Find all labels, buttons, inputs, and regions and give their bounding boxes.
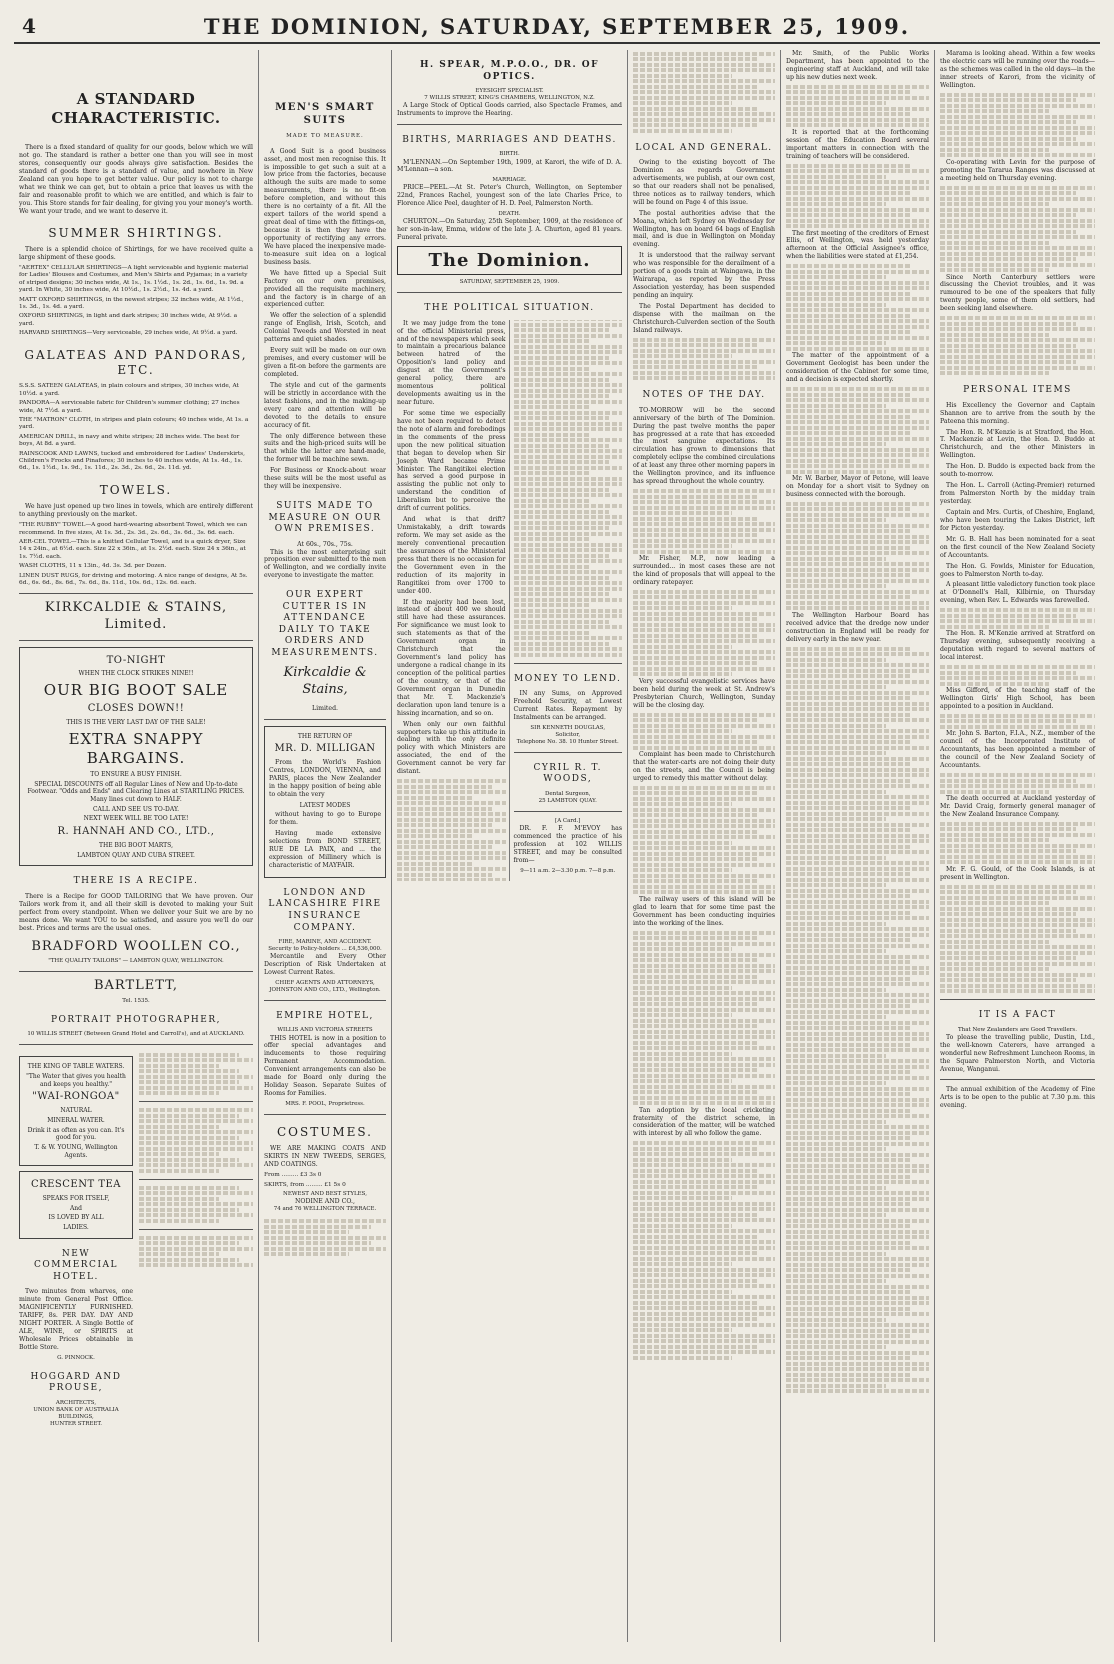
insurer-agents: CHIEF AGENTS AND ATTORNEYS, JOHNSTON AND CO., LTD., Wellington. [269, 979, 381, 993]
column-4 [627, 50, 780, 1642]
costumes-address: 74 and 76 WELLINGTON TERRACE. [273, 1206, 377, 1212]
local-para: It is understood that the railway servant who was responsible for the derailment of a portion of a goods train at Waingawa, in the Wairarapa, as reported by the Press Association yesterday, has been suspended pending an inquiry. [633, 252, 775, 300]
col1-lower-ads [19, 1051, 253, 1434]
costumes-latest: NEWEST AND BEST STYLES, [283, 1191, 367, 1198]
column-1 [14, 50, 258, 1642]
loan-body: IN any Sums, on Approved Freehold Security, at Lowest Current Rates. Repayment by Instalments can be arranged. [513, 690, 622, 721]
suits-para: We offer the selection of a splendid range of English, Irish, Scotch, and Colonial Tweeds and Worsted in neat patterns and quiet shades. [264, 312, 386, 344]
standard-intro: There is a fixed standard of quality for our goods, below which we will not go. The standard is rather a better one than you will see in most stores, consequently our goods always give satisfaction. Besides the standard of goods there is a standard of value, and nowhere in New Zealand can you hope to get better value. Our policy is not to charge what we think we can get, but to obtain a price that leaves us with the fair and reasonable profit to which we are entitled, and which is fair to you. This Store stands for fair dealing, for giving you your money's worth. We want your trade, and we want to deserve it. [19, 144, 253, 215]
hoggard-l1: ARCHITECTS, [55, 1399, 97, 1406]
mevoy-ad [514, 818, 623, 875]
local-para: Mr. Smith, of the Public Works Department, has been appointed to the engineering staff at Auckland, and will take up his new duties next week. [786, 50, 929, 81]
suits-para: We have fitted up a Special Suit Factory on our own premises, provided all the requisite machinery, and the factory is in charge of an experienced cutter. [264, 269, 386, 309]
local-para: It is reported that at the forthcoming session of the Education Board several important matters in connection with the training of teachers will be considered. [786, 128, 929, 160]
personal-item: The Hon. R. M'Kenzie arrived at Stratford on Thursday evening, subsequently receiving a deputation with regard to several matters of local interest. [940, 630, 1095, 662]
right-lower [139, 1051, 253, 1434]
sale-details: SPECIAL DISCOUNTS off all Regular Lines of New and Up-to-date Footwear. "Odds and Ends" and Clearing Lines at STARTLING PRICES. Many lines cut down to HALF. [27, 780, 245, 804]
loan-name: SIR KENNETH DOUGLAS, [530, 724, 606, 731]
personal-item: Mr. F. G. Gould, of the Cook Islands, is at present in Wellington. [940, 865, 1095, 881]
towels-head: TOWELS. [99, 482, 173, 497]
loan-role: Solicitor, [555, 731, 581, 738]
sale-last-day: THIS IS THE VERY LAST DAY OF THE SALE! [66, 719, 206, 727]
towels-intro: We have just opened up two lines in towels, which are entirely different to anything previously on the market. [19, 503, 253, 519]
newspaper-page [14, 10, 1100, 1650]
insurer-body: Mercantile and Every Other Description of Risk Undertaken at Lowest Current Rates. [264, 953, 386, 976]
page-number: 4 [22, 14, 36, 38]
shirting-item: MATT OXFORD SHIRTINGS, in the newest stripes; 32 inches wide, At 1½d., 1s. 3d., 1s. 4d. a yard. [19, 296, 244, 311]
notes-para: Very successful evangelistic services have been held during the week at St. Andrew's Presbyterian Church, Wellington, Sunday will be the closing day. [633, 677, 775, 709]
editorial-body [397, 320, 622, 881]
sale-location: LAMBTON QUAY AND CUBA STREET. [77, 851, 195, 859]
insurer-name: LONDON AND LANCASHIRE FIRE INSURANCE COMPANY. [268, 887, 382, 933]
bartlett-title: PORTRAIT PHOTOGRAPHER, [51, 1014, 221, 1025]
personal-item: His Excellency the Governor and Captain Shannon are to arrive from the south by the Pateena this morning. [940, 401, 1095, 425]
woods-role: Dental Surgeon, [544, 790, 591, 797]
marriage-label: MARRIAGE. [492, 177, 527, 184]
editorial-para: When only our own faithful supporters take up this attitude in dealing with the only definite policy with which Ministers are associated, the end of the Government cannot be very far distant. [397, 720, 506, 776]
spear-address: 7 WILLIS STREET, KING'S CHAMBERS, WELLINGTON, N.Z. [424, 95, 595, 102]
death-label: DEATH. [498, 211, 521, 218]
loan-head: MONEY TO LEND. [514, 673, 622, 684]
sale-ensure: TO ENSURE A BUSY FINISH. [90, 771, 182, 779]
bdm-head: BIRTHS, MARRIAGES AND DEATHS. [402, 134, 617, 145]
costumes-from: From ......... £3 3s 0 [264, 1172, 322, 1179]
water-natural: NATURAL [60, 1107, 92, 1115]
suits-firm: Kirkcaldie & Stains, [283, 665, 367, 698]
fact-end: The annual exhibition of the Academy of Fine Arts is to be open to the public at 7.30 p.m. this evening. [940, 1086, 1095, 1110]
sale-call: CALL AND SEE US TO-DAY. [92, 805, 180, 813]
c6-para: Since North Canterbury settlers were discussing the Cheviot troubles, and it was rumoured to be one of the speakers that fully twenty people, some of them old settlers, had been seeking land elsewhere. [940, 273, 1095, 313]
suits-cutter: OUR EXPERT CUTTER IS IN ATTENDANCE DAILY TO TAKE ORDERS AND MEASUREMENTS. [271, 590, 379, 658]
recipe-firm: BRADFORD WOOLLEN CO., [31, 938, 241, 954]
personal-items-head: PERSONAL ITEMS [963, 385, 1072, 396]
editorial-para: It we may judge from the tone of the official Ministerial press, and of the newspapers which seek to maintain a precarious balance between hatred of the Opposition's land policy and disgust at the Government's general policy, there are momentous political developments awaiting us in the near future. [397, 319, 506, 407]
recipe-address: "THE QUALITY TAILORS" — LAMBTON QUAY, WELLINGTON. [48, 958, 224, 965]
insurer-sub: FIRE, MARINE, AND ACCIDENT. [278, 939, 372, 946]
dominion-nameplate: The Dominion. [397, 246, 622, 275]
local-para: The Wellington Harbour Board has received advice that the dredge now under construction in England will be ready for delivery early in the new year. [786, 611, 929, 643]
milligan-body2: without having to go to Europe for them. [269, 811, 381, 827]
local-para: The postal authorities advise that the Moana, which left Sydney on Wednesday for Wellington, has on board 64 bags of English mail, and is due in Wellington on Monday evening. [633, 209, 775, 249]
local-para: Mr. W. Barber, Mayor of Petone, will leave on Monday for a short visit to Sydney on business connected with the borough. [786, 475, 929, 498]
suits-para: The style and cut of the garments will be strictly in accordance with the latest fashions, and in the making-up every care and attention will be devoted to the details to ensure accuracy of fit. [264, 381, 386, 429]
sale-firm: R. HANNAH AND CO., LTD., [57, 826, 215, 838]
personal-item: The Hon. G. Fowlds, Minister for Education, goes to Palmerston North to-day. [940, 562, 1095, 578]
recipe-body: There is a Recipe for GOOD TAILORING that We have proven. Our Tailors work from it, and all their skill is devoted to making your Suit perfect from every standpoint. When we deliver your Suit we are by no means done. We want YOU to be satisfied, and assure you we'll do our best. Prices and terms are the usual ones. [19, 892, 253, 932]
mevoy-body: DR. F. F. M'EVOY has commenced the practice of his profession at 102 WILLIS STREET, and may be consulted from— [513, 825, 622, 864]
mens-suits-sub: MADE TO MEASURE. [286, 132, 364, 139]
shirting-item: OXFORD SHIRTINGS, in light and dark stripes; 30 inches wide, At 9½d. a yard. [19, 313, 238, 327]
column-6 [934, 50, 1100, 1642]
water-sub: "The Water that gives you health and keeps you healthy." [26, 1073, 126, 1088]
towel-item: "THE RUBBY" TOWEL—A good hard-wearing absorbent Towel, which we can recommend. In five sizes, At 1s. 3d., 2s. 3d., 2s. 6d., 3s. 6d., 3s. 6d. each. [19, 522, 248, 536]
hotel-body: Two minutes from wharves, one minute from General Post Office. MAGNIFICENTLY FURNISHED. TARIFF, 8s. PER DAY. DAY AND NIGHT PORTER. A Single Bottle of ALE, WINE, or SPIRITS at Wholesale Prices obtainable in Bottle Store. [19, 1288, 133, 1351]
towel-item: LINEN DUST RUGS, for driving and motoring. A nice range of designs, At 5s. 6d., 6s. 6d., 8s. 6d., 7s. 6d., 8s. 11d., 10s. 6d., 12s. 6d. each. [19, 572, 248, 586]
galatea-item: S.S.S. SATEEN GALATEAS, in plain colours and stripes, 30 inches wide, At 10½d. a yard. [19, 383, 239, 397]
left-lower [19, 1051, 133, 1434]
milligan-return: THE RETURN OF [297, 732, 353, 740]
costumes-body: WE ARE MAKING COATS AND SKIRTS IN NEW TWEEDS, SERGES, AND COATINGS. [264, 1145, 386, 1169]
notes-para: TO-MORROW will be the second anniversary of the birth of The Dominion. During the past twelve months the paper has progressed at a rate that has exceeded the most sanguine expectations. Its circulation has grown to dimensions that completely eclipse the combined circulations of at least any three other morning papers in the Wellington province, and its influence has spread throughout the whole country. [633, 406, 775, 486]
hoggard-name: HOGGARD AND PROUSE, [30, 1371, 122, 1394]
suits-para: A Good Suit is a good business asset, and most men recognise this. It is impossible to get such a suit at a low price from the factories, because although the suits are made to some measurements, there is no fit-on before completion, and without this there is no certainty of a fit. All the expert tailors of the world spend a great deal of time with the fittings-on, because it is then they have the opportunity of rectifying any errors. We have placed the inexpensive made-to-measure suit idea on a logical business basis. [264, 147, 386, 266]
suits-para: Every suit will be made on our own premises, and every customer will be given a fit-on before the garments are completed. [264, 347, 386, 378]
death-notice: CHURTON.—On Saturday, 25th September, 1909, at the residence of her son-in-law, Emma, widow of the late J. A. Churton, aged 81 years. Funeral private. [397, 218, 622, 242]
sale-next-week: NEXT WEEK WILL BE TOO LATE! [83, 815, 189, 823]
local-para: Owing to the existing boycott of The Dominion as regards Government advertisements, we publish, at our own cost, so that our readers shall not be penalised, three notices as to railway tenders, which will be found on Page 4 of this issue. [633, 159, 775, 206]
birth-label: BIRTH. [499, 151, 520, 158]
empire-streets: WILLIS AND VICTORIA STREETS [277, 1027, 373, 1034]
commercial-hotel-ad [19, 1249, 133, 1362]
empire-hotel-ad [264, 1011, 386, 1108]
water-mineral: MINERAL WATER. [47, 1116, 105, 1124]
local-para: The first meeting of the creditors of Ernest Ellis, of Wellington, was held yesterday afternoon at the Official Assignee's office, when the liabilities were stated at £1,254. [786, 229, 929, 261]
marriage-notice: PRICE—PEEL.—At St. Peter's Church, Wellington, on September 22nd, Frances Rachel, youngest son of the late Charles Price, to Florence Alice Peel, daughter of H. D. Peel, Palmerston North. [397, 184, 622, 208]
mens-suits-head: MEN'S SMART SUITS [275, 102, 375, 126]
money-to-lend-ad [514, 674, 623, 746]
wai-rongoa-ad [19, 1056, 133, 1166]
milligan-models: LATEST MODES [299, 801, 351, 809]
hoggard-l2: UNION BANK OF AUSTRALIA BUILDINGS, [33, 1406, 119, 1420]
bartlett-tel: Tel. 1535. [122, 997, 150, 1004]
sale-bargains: EXTRA SNAPPY BARGAINS. [68, 729, 204, 767]
tea-name: CRESCENT TEA [30, 1179, 122, 1191]
fact-body: To please the travelling public, Dustin, Ltd., the well-known Caterers, have arranged a wonderful new Refreshment Luncheon Rooms, in the Square Palmerston North, and Victoria Avenue, Wanganui. [940, 1033, 1095, 1073]
personal-item: The Hon. D. Buddo is expected back from the south to-morrow. [940, 463, 1095, 479]
newspaper-title: THE DOMINION, SATURDAY, SEPTEMBER 25, 1909. [203, 14, 911, 39]
bartlett-name: BARTLETT, [93, 978, 179, 994]
sale-mart: THE BIG BOOT MARTS, [99, 841, 173, 849]
hotel-prop: G. PINNOCK. [57, 1354, 95, 1361]
notes-para: Tan adoption by the local cricketing fraternity of the district scheme, in consideration of the matter, will be watched with interest by all who follow the game. [633, 1106, 775, 1138]
hoggard-ad [19, 1372, 133, 1428]
tea-line1: SPEAKS FOR ITSELF, [42, 1195, 110, 1202]
hoggard-l3: HUNTER STREET. [49, 1420, 103, 1427]
summer-shirtings-intro: There is a splendid choice of Shirtings, for we have received quite a large shipment of these goods. [19, 246, 253, 262]
editorial-head: THE POLITICAL SITUATION. [424, 303, 595, 314]
towel-item: AER-CEL TOWEL—This is a knitted Cellular Towel, and is a quick dryer, Size 14 x 24in., at 6½d. each. Size 22 x 36in., at 1s. 2½d. each. Size 24 x 36in., at 1s. 7½d. each. [19, 538, 246, 560]
personal-item: Miss Gifford, of the teaching staff of the Wellington Girls' High School, has been appointed to a position in Auckland. [940, 687, 1095, 710]
column-2 [258, 50, 391, 1642]
insurer-security: Security to Policy-holders ... £4,536,000. [268, 946, 382, 953]
costumes-firm: NODINE AND CO., [295, 1198, 355, 1206]
sale-title: OUR BIG BOOT SALE [43, 681, 229, 700]
fact-sub: That New Zealanders are Good Travellers. [958, 1026, 1077, 1033]
hotel-head: NEW COMMERCIAL HOTEL. [34, 1248, 118, 1282]
empire-prop: MRS. F. POOL, Proprietress. [285, 1101, 365, 1108]
recipe-ad [19, 876, 253, 965]
kirkcaldie-firm: KIRKCALDIE & STAINS, Limited. [44, 600, 228, 632]
spear-head: H. SPEAR, M.P.O.O., DR. OF OPTICS. [419, 60, 600, 82]
suits-price: At 60s., 70s., 75s. [297, 540, 353, 548]
shirting-item: "AERTEX" CELLULAR SHIRTINGS—A light serviceable and hygienic material for Ladies' Blouses and Costumes, and Men's Shirts and Pyjamas; in a variety of striped designs; 30 inches wide, At 1s., 1s. 1½d., 1s. 2d., 1s. 6d., 1s. 9d. a yard. In White, 30 inches wide, At 10½d., 1s. 2½d., 1s. 4d. a yard. [19, 265, 249, 294]
woods-name: CYRIL R. T. WOODS, [533, 762, 603, 785]
personal-item: Captain and Mrs. Curtis, of Cheshire, England, who have been touring the Lakes District, left for Picton yesterday. [940, 508, 1095, 532]
tea-and: And [69, 1204, 83, 1212]
suits-offer: SUITS MADE TO MEASURE ON OUR OWN PREMISES. [268, 501, 382, 535]
boot-sale-ad [19, 647, 253, 867]
milligan-body: From the World's Fashion Centres, LONDON, VIENNA, and PARIS, places the New Zealander in the happy position of being able to obtain the very [269, 759, 381, 798]
local-para: The Postal Department has decided to dispense with the mailman on the Christchurch-Culverden section of the South Island railways. [633, 302, 775, 334]
personal-item: Mr. John S. Barton, F.I.A., N.Z., member of the council of the Incorporated Institute of Accountants, has been appointed a member of the council of the New Zealand Society of Accountants. [940, 730, 1095, 770]
towel-item: WASH CLOTHS, 11 x 13in., 4d. 3s. 3d. per Dozen. [19, 563, 167, 570]
sale-clock: WHEN THE CLOCK STRIKES NINE!! [78, 670, 194, 678]
empire-body: THIS HOTEL is now in a position to offer special advantages and inducements to those requiring Permanent Accommodation. Convenient arrangements can also be made for Board only during the Holiday Season. Separate Suites of Rooms for Families. [264, 1034, 386, 1098]
notes-para: Complaint has been made to Christchurch that the water-carts are not doing their duty on the streets, and the Council is being urged to remedy this matter without delay. [633, 751, 775, 782]
fact-head: IT IS A FACT [978, 1010, 1057, 1021]
personal-item: The death occurred at Auckland yesterday of Mr. David Craig, formerly general manager of the New Zealand Insurance Company. [940, 795, 1095, 818]
milligan-name: MR. D. MILLIGAN [274, 743, 376, 755]
personal-item: The Hon. L. Carroll (Acting-Premier) returned from Palmerston North by the midday train yesterday. [940, 482, 1095, 506]
costumes-skirts: SKIRTS, from ......... £1 5s 0 [264, 1181, 346, 1188]
spear-body: A Large Stock of Optical Goods carried, also Spectacle Frames, and Instruments to improve the Hearing. [397, 102, 622, 118]
mevoy-hours: 9—11 a.m. 2—3.30 p.m. 7—8 p.m. [520, 867, 616, 874]
costumes-head: COSTUMES. [276, 1125, 373, 1140]
suits-para: For Business or Knock-about wear these suits will be the most useful as they will be inexpensive. [264, 467, 386, 491]
woods-ad [514, 763, 623, 805]
masthead [14, 10, 1100, 44]
birth-notice: M'LENNAN.—On September 19th, 1909, at Karori, the wife of D. A. M'Lennan—a son. [397, 158, 622, 174]
personal-item: Mr. G. B. Hall has been nominated for a seat on the first council of the New Zealand Society of Accountants. [940, 535, 1095, 559]
recipe-head: THERE IS A RECIPE. [73, 876, 199, 887]
galatea-item: THE "MATRON" CLOTH, in stripes and plain colours; 40 inches wide, At 1s. a yard. [19, 417, 249, 431]
loan-address: Telephone No. 38. 10 Hunter Street. [516, 738, 619, 745]
local-para: The matter of the appointment of a Government Geologist has been under the consideration of the Cabinet for some time, and a decision is expected shortly. [786, 352, 929, 384]
column-5 [780, 50, 934, 1642]
c6-para: Co-operating with Levin for the purpose of promoting the Tararua Ranges was discussed at a meeting held on Thursday evening. [940, 158, 1095, 182]
costumes-ad [264, 1125, 386, 1213]
notes-para: The railway users of this island will be glad to learn that for some time past the Government has been conducting inquiries into the working of the lines. [633, 895, 775, 927]
suits-limited: Limited. [311, 704, 338, 712]
editorial-para: For some time we especially have not been required to detect the note of alarm and forebodings in the comments of the press upon the new political situation that began to develop when Sir Joseph Ward became Prime Minister. The Rangitikei election has served a good purpose in assisting the public not only to understand the condition of Liberalism but to perceive the drift of current politics. [397, 409, 506, 513]
editorial-para: And what is that drift? Unmistakably, a drift towards reform. We may set aside as the merely conventional precaution the assurances of the Ministerial press that there is no occasion for the Government even in the reduction of its majority in Rangitikei from over 1700 to under 400. [397, 516, 506, 595]
suits-para2: This is the most enterprising suit proposition ever submitted to the men of Wellington, and we cordially invite everyone to investigate the matter. [264, 548, 386, 580]
bartlett-address: 10 WILLIS STREET (Between Grand Hotel and Carroll's), and at AUCKLAND. [27, 1031, 245, 1038]
shirting-item: HARVARD SHIRTINGS—Very serviceable, 29 inches wide, At 9½d. a yard. [19, 330, 238, 337]
water-head: THE KING OF TABLE WATERS. [27, 1063, 125, 1071]
sale-tonight: TO-NIGHT [106, 654, 166, 666]
suits-para: The only difference between these suits and the high-priced suits will be that while the latter are hand-made, the former will be machine sewn. [264, 432, 386, 464]
sale-closes: CLOSES DOWN!! [87, 703, 185, 715]
standard-headline: A STANDARD CHARACTERISTIC. [51, 90, 221, 128]
personal-item: The Hon. R. M'Kenzie is at Stratford, the Hon. T. Mackenzie at Levin, the Hon. D. Buddo at Christchurch, and the other Ministers in Wellington. [940, 428, 1095, 460]
notes-head: NOTES OF THE DAY. [642, 390, 766, 401]
summer-shirtings-head: SUMMER SHIRTINGS. [48, 225, 224, 240]
galateas-head: GALATEAS AND PANDORAS, ETC. [24, 347, 248, 378]
woods-address: 25 LAMBTON QUAY. [538, 797, 597, 804]
spear-sub: EYESIGHT SPECIALIST. [475, 88, 544, 95]
c6-para: Marama is looking ahead. Within a few weeks the electric cars will be running over the roads—as the schemes was called in the old days—in the inner streets of Karori, from the vicinity of Wellington. [940, 50, 1095, 89]
crescent-tea-ad [19, 1171, 133, 1238]
water-drink: Drink it as often as you can. It's good for you. [27, 1126, 125, 1142]
spear-ad [397, 60, 622, 118]
notes-para: Mr. Fisher, M.P., now leading a surrounded... in most cases these are not the kind of proposals that will appeal to the ordinary ratepayer. [633, 555, 775, 586]
milligan-body3: Having made extensive selections from BOND STREET, RUE DE LA PAIX, and ... the expression of Millinery which is characteristic of MAYFAIR. [269, 830, 381, 870]
milligan-ad [264, 726, 386, 878]
insurance-ad [264, 888, 386, 994]
column-3 [391, 50, 627, 1642]
water-name: "WAI-RONGOA" [32, 1091, 120, 1103]
tea-line3: LADIES. [63, 1224, 89, 1232]
tea-line2: IS LOVED BY ALL [48, 1214, 104, 1222]
galatea-item: RAINSCOOK AND LAWNS, tucked and embroidered for Ladies' Underskirts, Children's Frocks and Pinafores; 30 inches to 40 inches wide, At 1s. 4d., 1s. 6d., 1s. 1½d., 1s. 9d., 1s. 11d., 2s. 3d., 2s. 6d., 2s. 11d. yd. [19, 450, 245, 472]
local-general-head: LOCAL AND GENERAL. [635, 142, 773, 153]
empire-name: EMPIRE HOTEL, [276, 1010, 374, 1021]
galatea-item: AMERICAN DRILL, in navy and white stripes; 28 inches wide. The best for boys, At 8d. a yard. [19, 433, 240, 448]
bartlett-ad [19, 978, 253, 1038]
editorial-para: If the majority had been lost, instead of about 400 we should still have had these assurances. For significance we must look to such statements as that of the Government organ in Christchurch that the Government's land policy has undergone a radical change in its conception of the political parties of the country, or that of the Government organ in Dunedin that Mr. T. Mackenzie's declaration upon land tenure is a hissing incarnation, and so on. [397, 598, 506, 717]
card-label: [A Card.] [555, 818, 581, 824]
galatea-item: PANDORA—A serviceable fabric for Children's summer clothing; 27 inches wide, At 7½d. a yard. [19, 400, 240, 414]
dateline: SATURDAY, SEPTEMBER 25, 1909. [459, 279, 560, 286]
personal-item: A pleasant little valedictory function took place at O'Donnell's Hall, Kilbirnie, on Thursday evening, when Rev. L. Edwards was farewelled. [940, 581, 1095, 605]
water-agent: T. & W. YOUNG, Wellington Agents. [34, 1143, 118, 1159]
